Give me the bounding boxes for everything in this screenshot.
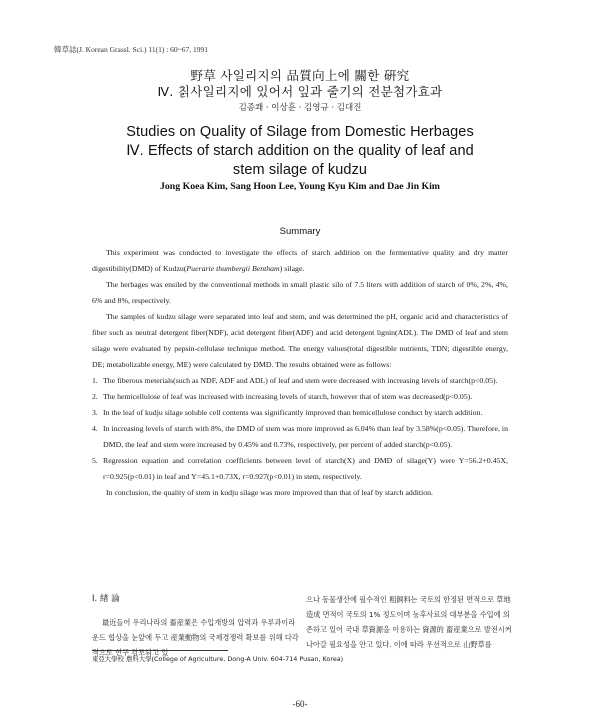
species-name: Puerarie thumbergii Bentham [186, 264, 280, 273]
result-item: 3. In the leaf of kudju silage soluble cell contents was significantly improved than hemicellulose conduct by starch addition. [92, 408, 483, 417]
intro-text-right: 으나 동물생산에 필수적인 粗飼料는 국토의 한정된 면적으로 草地造成 면적이 국토의 1% 정도이며 농후사료의 대부분을 수입에 의존하고 있어 국내 草資源을 이용하는 資源的 畜産業으로 발전시켜 나아갈 필요성을 안고 있다. 이에 따라 우선적으로 山野草를 [306, 595, 512, 649]
summary-heading: Summary [279, 226, 321, 237]
summary-paragraph-3: The samples of kudzu silage were separated into leaf and stem, and was determined the pH, organic acid and characteristics of fiber such as neutral detergent fiber(NDF), acid detergent fiber(ADF) and acid detergent lignin(ADL). The DMD of leaf and stem silage were evaluated by pepsin-cellulase technique method. The energy values(total digestible nutrients, TDN; digestible energy, DE; metabolizable energy, ME) were calculated by DMD. The results obtained were as follows: [92, 312, 508, 369]
footnote-divider [92, 650, 228, 651]
korean-title-line-1: 野草 사일리지의 品質向上에 關한 硏究 [190, 68, 410, 83]
summary-conclusion: In conclusion, the quality of stem in kudju silage was more improved than that of leaf by starch addition. [106, 488, 433, 497]
english-title-line-3: stem silage of kudzu [232, 162, 368, 178]
english-title-line-2: Ⅳ. Effects of starch addition on the quality of leaf and [126, 143, 474, 159]
summary-paragraph-1: This experiment was conducted to investigate the effects of starch addition on the fermentative quality and dry matter digestibility(DMD) of Kudzu(Puerarie thumbergii Bentham) silage. [92, 248, 508, 273]
affiliation-footnote: 東亞大學校 農科大學(College of Agriculture, Dong-A Univ. 604-714 Pusan, Korea) [92, 655, 344, 663]
results-list [92, 373, 508, 485]
result-item: 1. The fiberous meterials(such as NDF, ADF and ADL) of leaf and stem were decreased with increasing levels of starch(p<0.05). [92, 376, 498, 385]
intro-heading: Ⅰ. 緖 論 [92, 594, 120, 604]
result-item: 2. The hemicellulose of leaf was increased with increasing levels of starch, however that of stem was decreased(p<0.05). [92, 392, 473, 401]
result-item: 4. In increasing levels of starch with 8%, the DMD of stem was more improved as 6.04% than leaf by 3.58%(p<0.05). Therefore, in DMD, the leaf and stem were increased by 0.45% and 0.73%, respectively, per percent of added starch(p<0.05). [92, 424, 508, 449]
page-number: -60- [292, 699, 308, 709]
intro-text-left: 最近들어 우리나라의 畜産業은 수입개방의 압력과 우루과이라운드 협상을 눈앞에 두고 産業動物의 국제경쟁력 확보를 위해 다각적으로 연구 검토되고 있 [92, 618, 299, 657]
korean-authors: 김종쾌 · 이상훈 · 김영규 · 김대진 [238, 103, 362, 113]
summary-body [92, 245, 508, 501]
intro-column-right [306, 592, 514, 652]
summary-paragraph-2: The herbages was ensiled by the conventional methods in small plastic silo of 7.5 liters with addition of starch of 0%, 2%, 4%, 6% and 8%, respectively. [92, 280, 508, 305]
english-authors: Jong Koea Kim, Sang Hoon Lee, Young Kyu Kim and Dae Jin Kim [160, 181, 440, 192]
journal-citation: 韓草誌(J. Korean Grassl. Sci.) 11(1) : 60~67, 1991 [54, 45, 208, 54]
english-title-line-1: Studies on Quality of Silage from Domestic Herbages [126, 124, 474, 140]
result-item: 5. Regression equation and correlation coefficients between level of starch(X) and DMD of silage(Y) were Y=56.2+0.45X, r=0.925(p<0.01) in leaf and Y=45.1+0.73X, r=0.927(p<0.01) in stem, respectively. [92, 456, 508, 481]
korean-title-line-2: Ⅳ. 칡사일리지에 있어서 잎과 줄기의 전분첨가효과 [157, 84, 443, 99]
